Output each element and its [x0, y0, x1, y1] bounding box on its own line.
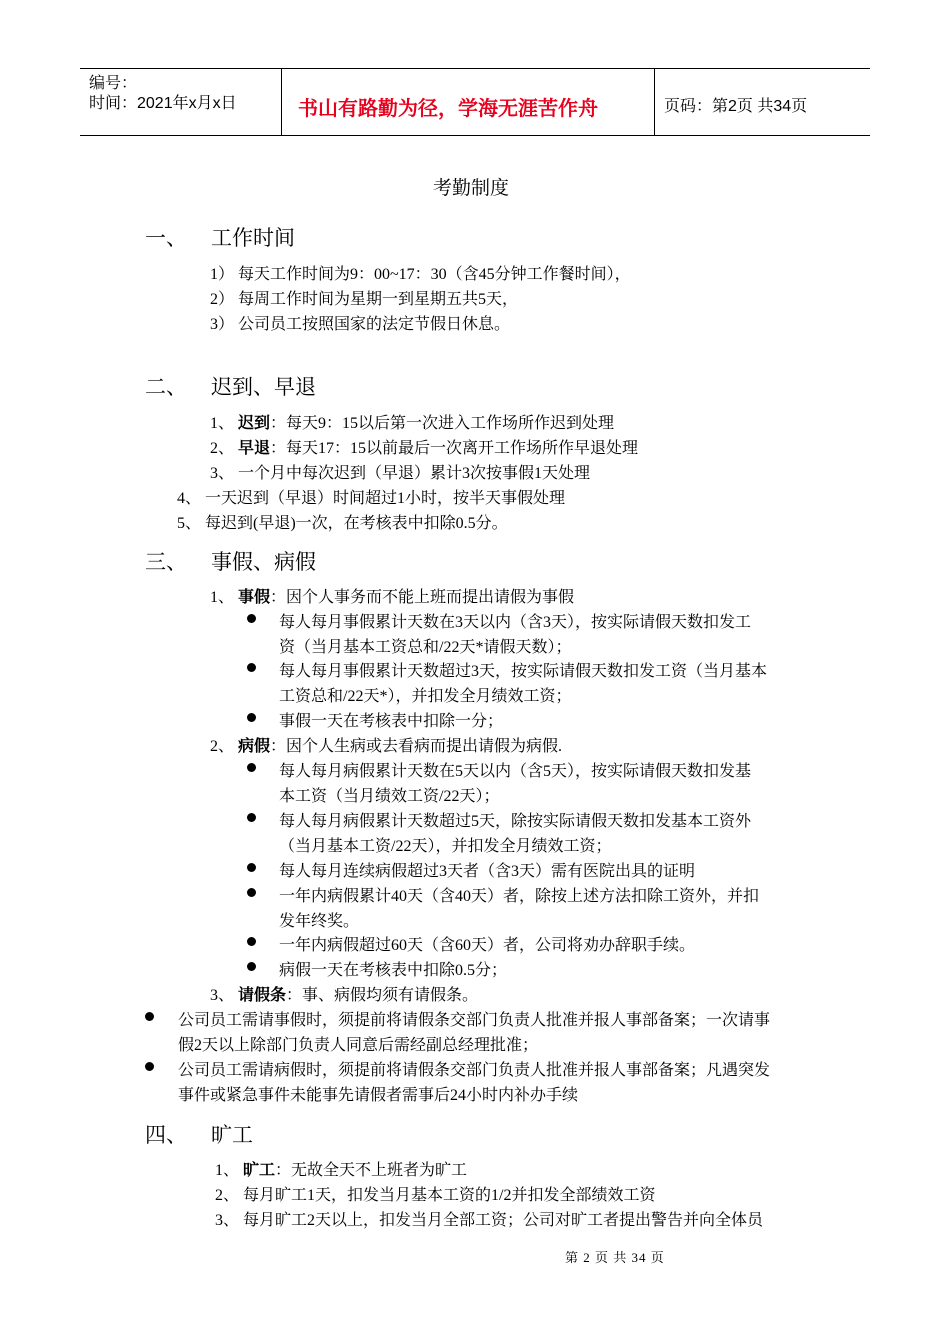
bullet-icon	[247, 663, 256, 672]
sick-leave-rule-5: 一年内病假超过60天（含60天）者，公司将劝办辞职手续。	[279, 937, 696, 954]
late-item-1	[210, 410, 614, 433]
item-term: 事假	[238, 589, 271, 606]
header-divider-2	[654, 68, 655, 136]
late-item-3: 3、 一个月中每次迟到（早退）累计3次按事假1天处理	[210, 465, 591, 482]
sick-leave-rule-1-cont: 本工资（当月绩效工资/22天）；	[279, 788, 500, 805]
item-term: 请假条	[238, 987, 287, 1004]
bullet-icon	[247, 813, 256, 822]
section-title: 旷工	[211, 1123, 253, 1147]
item-term: 早退	[238, 440, 271, 457]
worktime-item-1: 1） 每天工作时间为9：00~17：30（含45分钟工作餐时间），	[210, 266, 631, 283]
section-heading-2	[145, 371, 316, 401]
worktime-item-3: 3） 公司员工按照国家的法定节假日休息。	[210, 316, 511, 333]
bullet-icon	[145, 1062, 154, 1071]
item-text: ：事、病假均须有请假条。	[286, 987, 479, 1004]
item-term: 旷工	[243, 1162, 276, 1179]
item-number: 2、	[210, 440, 239, 457]
doc-number-label: 编号：	[89, 75, 138, 92]
bullet-icon	[247, 713, 256, 722]
item-number: 1、	[215, 1162, 244, 1179]
personal-leave-rule-1: 每人每月事假累计天数在3天以内（含3天），按实际请假天数扣发工	[279, 614, 752, 631]
section-heading-1	[145, 222, 295, 252]
item-text: ：每天17：15以前最后一次离开工作场所作早退处理	[270, 440, 639, 457]
sick-leave-rule-4: 一年内病假累计40天（含40天）者，除按上述方法扣除工资外，并扣	[279, 888, 760, 905]
item-term: 迟到	[238, 415, 271, 432]
section-title: 事假、病假	[211, 550, 316, 574]
personal-leave-rule-2-cont: 工资总和/22天*），并扣发全月绩效工资；	[279, 688, 572, 705]
late-item-2	[210, 435, 638, 458]
section-number: 三、	[145, 550, 187, 574]
leave-procedure-note-2-cont: 事件或紧急事件未能事先请假者需事后24小时内补办手续	[178, 1087, 579, 1104]
worktime-item-2: 2） 每周工作时间为星期一到星期五共5天，	[210, 291, 519, 308]
bullet-icon	[145, 1012, 154, 1021]
header-bottom-border	[80, 135, 870, 136]
document-title: 考勤制度	[433, 178, 510, 199]
section-heading-4	[145, 1119, 253, 1149]
page-number-label: 页码：第2页 共34页	[664, 98, 808, 115]
bullet-icon	[247, 962, 256, 971]
sick-leave-rule-2: 每人每月病假累计天数超过5天，除按实际请假天数扣发基本工资外	[279, 813, 752, 830]
item-text: ：因个人生病或去看病而提出请假为病假.	[270, 738, 563, 755]
personal-leave-rule-1-cont: 资（当月基本工资总和/22天*请假天数）；	[279, 639, 572, 656]
item-number: 2、	[210, 738, 239, 755]
leave-procedure-note-2: 公司员工需请病假时，须提前将请假条交部门负责人批准并报人事部备案；凡遇突发	[178, 1062, 771, 1079]
item-text: ：因个人事务而不能上班而提出请假为事假	[270, 589, 575, 606]
absence-item-2: 2、 每月旷工1天，扣发当月基本工资的1/2并扣发全部绩效工资	[215, 1187, 656, 1204]
doc-time-label: 时间：2021年x月x日	[89, 95, 237, 112]
personal-leave-rule-3: 事假一天在考核表中扣除一分；	[279, 713, 504, 730]
item-text: ：无故全天不上班者为旷工	[275, 1162, 468, 1179]
header-top-border	[80, 68, 870, 69]
item-number: 1、	[210, 589, 239, 606]
bullet-icon	[247, 763, 256, 772]
header-motto: 书山有路勤为径，学海无涯苦作舟	[298, 96, 598, 120]
bullet-icon	[247, 614, 256, 623]
bullet-icon	[247, 937, 256, 946]
page-footer: 第 2 页 共 34 页	[565, 1250, 665, 1265]
absence-item-1	[215, 1157, 467, 1180]
section-title: 工作时间	[211, 226, 295, 250]
leave-item-2	[210, 733, 562, 756]
personal-leave-rule-2: 每人每月事假累计天数超过3天，按实际请假天数扣发工资（当月基本	[279, 663, 768, 680]
leave-item-1	[210, 584, 574, 607]
section-number: 四、	[145, 1123, 187, 1147]
section-title: 迟到、早退	[211, 375, 316, 399]
sick-leave-rule-3: 每人每月连续病假超过3天者（含3天）需有医院出具的证明	[279, 863, 696, 880]
sick-leave-rule-6: 病假一天在考核表中扣除0.5分；	[279, 962, 508, 979]
section-number: 二、	[145, 375, 187, 399]
header-divider-1	[281, 68, 282, 136]
leave-procedure-note-1: 公司员工需请事假时，须提前将请假条交部门负责人批准并报人事部备案；一次请事	[178, 1012, 771, 1029]
item-number: 3、	[210, 987, 239, 1004]
absence-item-3: 3、 每月旷工2天以上，扣发当月全部工资；公司对旷工者提出警告并向全体员	[215, 1212, 764, 1229]
sick-leave-rule-1: 每人每月病假累计天数在5天以内（含5天），按实际请假天数扣发基	[279, 763, 752, 780]
late-item-5: 5、 每迟到(早退)一次，在考核表中扣除0.5分。	[177, 515, 508, 532]
item-text: ：每天9：15以后第一次进入工作场所作迟到处理	[270, 415, 615, 432]
leave-procedure-note-1-cont: 假2天以上除部门负责人同意后需经副总经理批准；	[178, 1037, 539, 1054]
section-number: 一、	[145, 226, 187, 250]
bullet-icon	[247, 888, 256, 897]
item-number: 1、	[210, 415, 239, 432]
bullet-icon	[247, 863, 256, 872]
item-term: 病假	[238, 738, 271, 755]
late-item-4: 4、 一天迟到（早退）时间超过1小时，按半天事假处理	[177, 490, 566, 507]
sick-leave-rule-4-cont: 发年终奖。	[279, 913, 360, 930]
sick-leave-rule-2-cont: （当月基本工资/22天），并扣发全月绩效工资；	[279, 838, 612, 855]
leave-item-3	[210, 982, 478, 1005]
section-heading-3	[145, 546, 316, 576]
